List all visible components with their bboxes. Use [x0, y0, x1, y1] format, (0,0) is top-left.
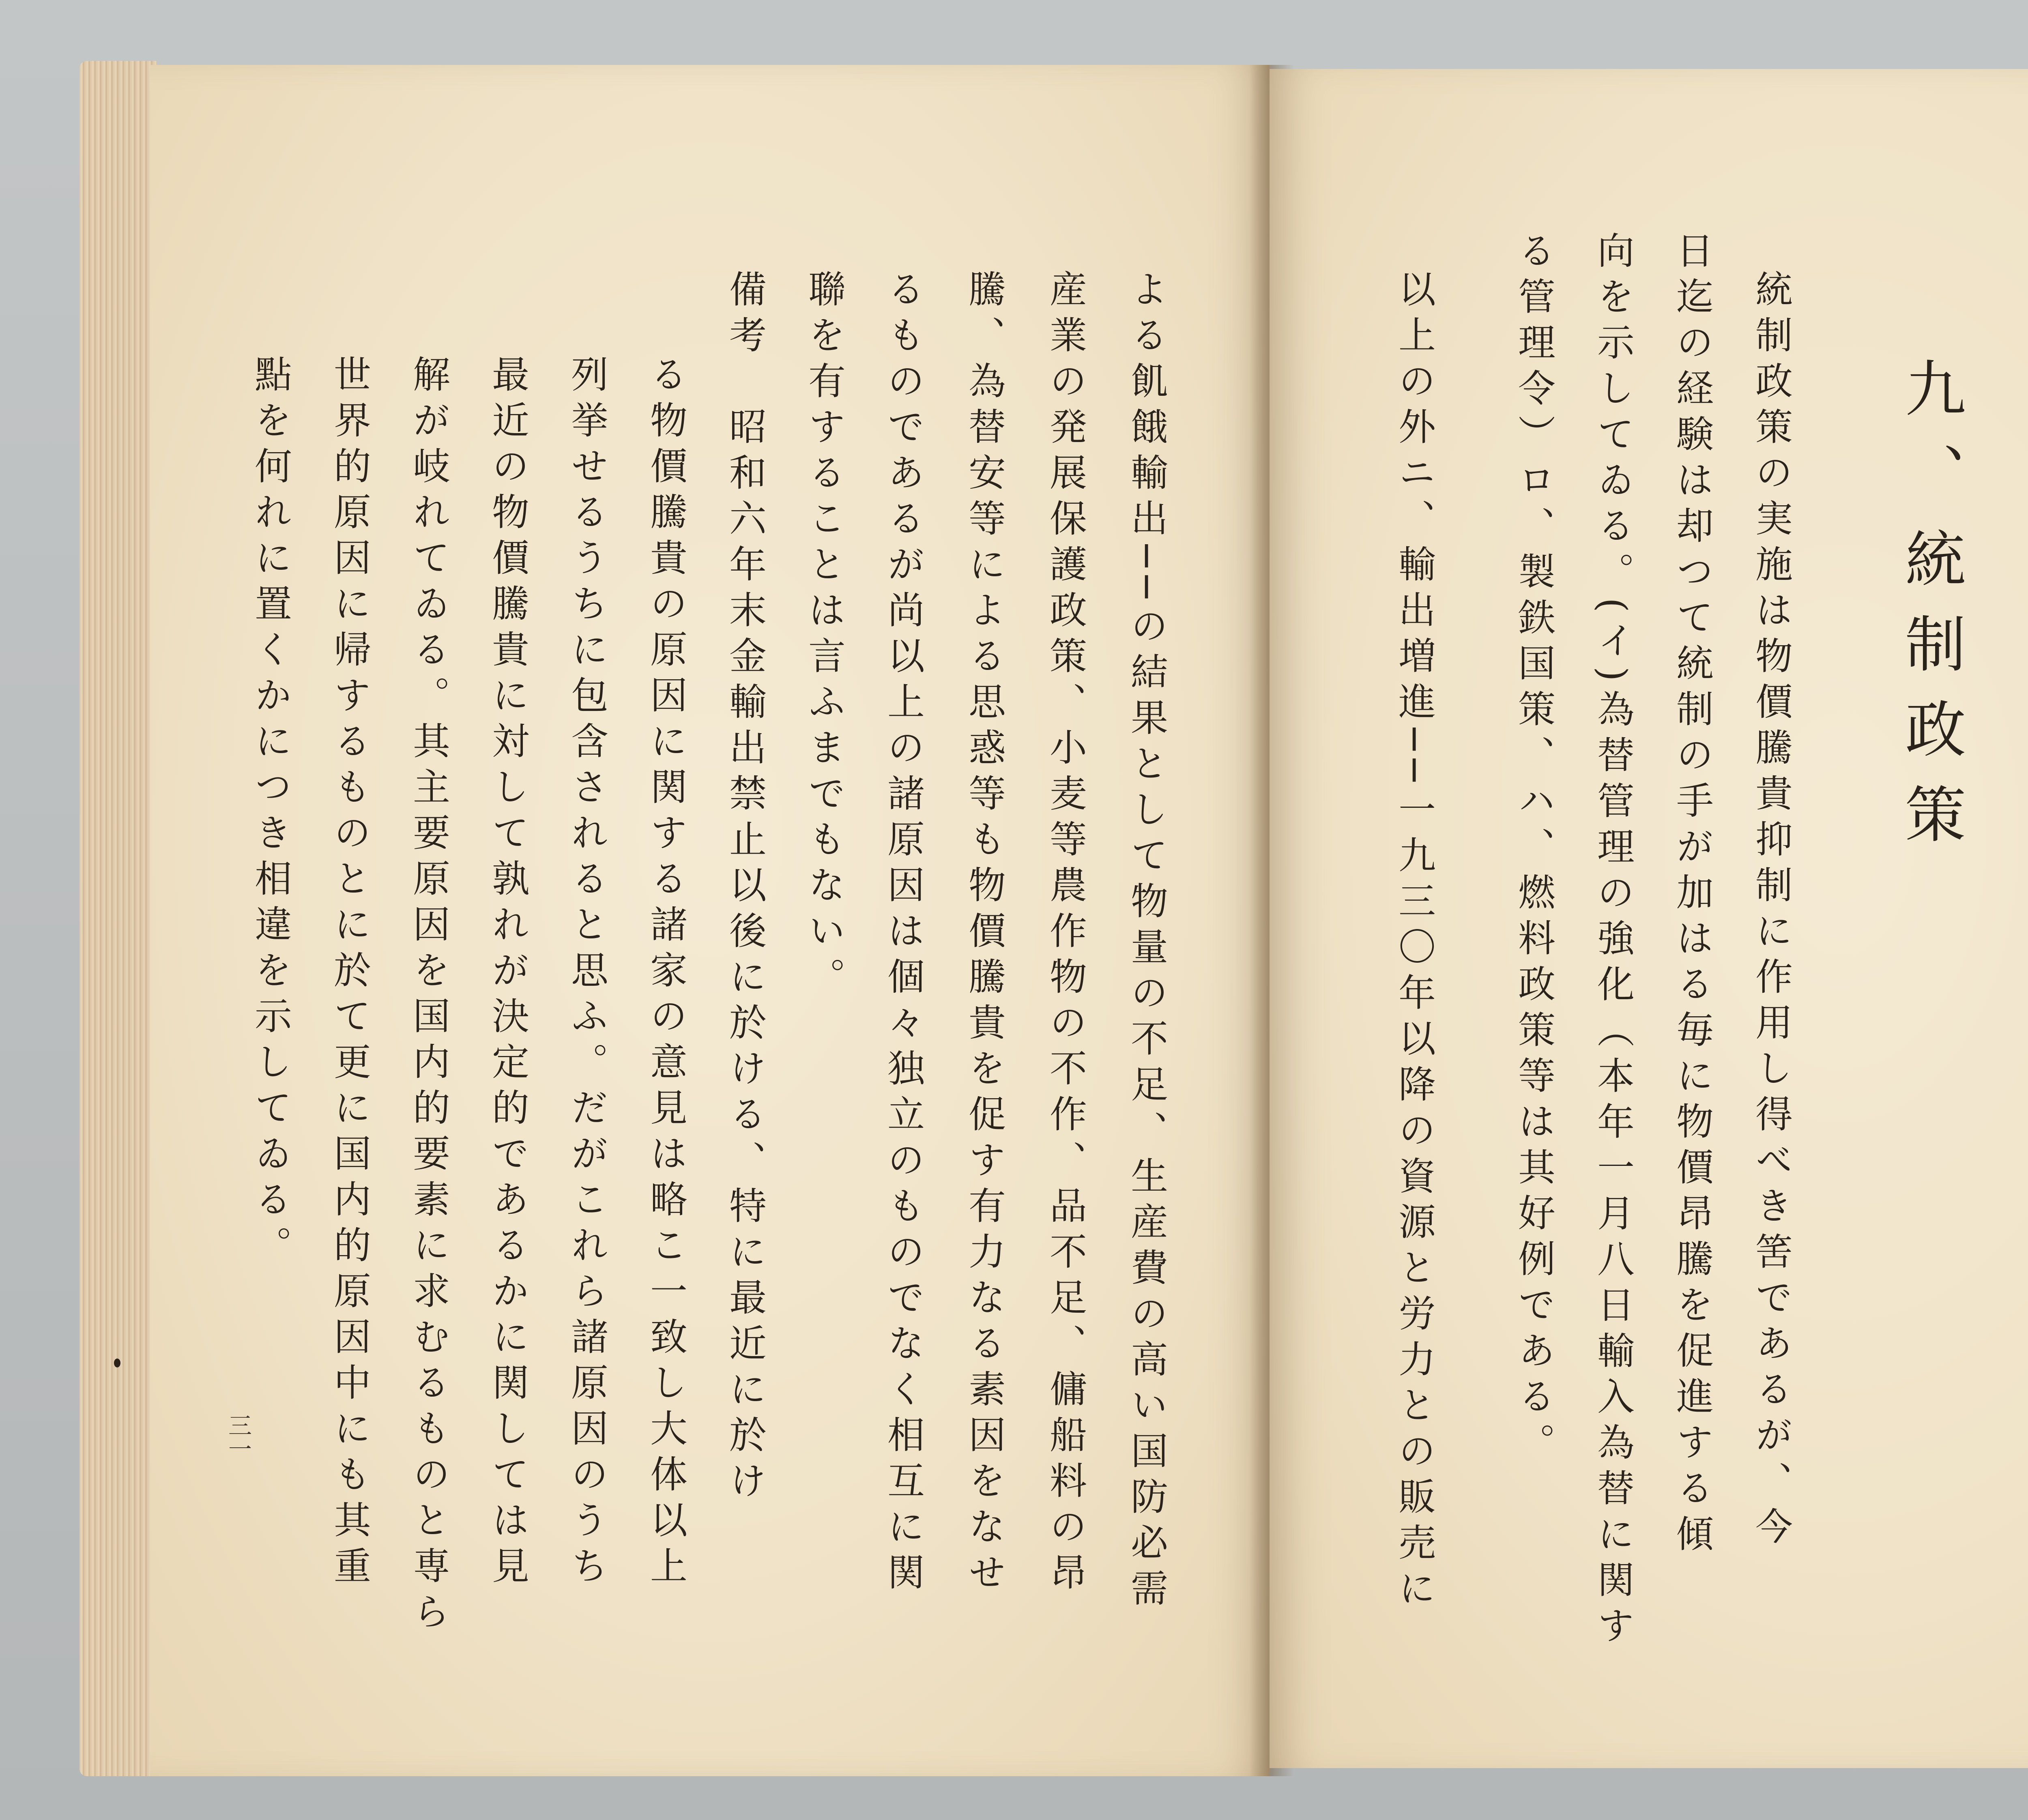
right-line-7: る管理令）ロ、製鉄国策、ハ、燃料政策等は其好例である。	[1512, 231, 1555, 1468]
left-line-5: 聯を有することは言ふまでもない。	[802, 270, 846, 1003]
left-line-9: 最近の物價騰貴に対して孰れが決定的であるかに関しては見	[486, 355, 529, 1592]
left-page-edges	[79, 61, 157, 1776]
left-line-10: 解が岐れてゐる。其主要原因を国内的要素に求むるものと専ら	[407, 355, 450, 1638]
right-line-8: 以上の外ニ、輸出増進──一九三〇年以降の資源と労力との販売に	[1392, 270, 1436, 1615]
right-line-4: 統制政策の実施は物價騰貴抑制に作用し得べき筈であるが、今	[1749, 270, 1793, 1553]
right-line-5: 日迄の経験は却つて統制の手が加はる毎に物價昂騰を促進する傾	[1670, 231, 1714, 1560]
left-line-7: る物價騰貴の原因に関する諸家の意見は略こ一致し大体以上	[644, 355, 687, 1592]
left-line-3: 騰、為替安等による思惑等も物價騰貴を促す有力なる素因をなせ	[962, 270, 1006, 1599]
right-line-6: 向を示してゐる。(イ)為替管理の強化（本年一月八日輸入為替に関す	[1591, 231, 1635, 1652]
left-line-6: 備考 昭和六年末金輸出禁止以後に於ける、特に最近に於け	[723, 270, 767, 1507]
section-heading: 九、統制政策	[1895, 357, 1965, 868]
left-line-2: 産業の発展保護政策、小麦等農作物の不作、品不足、傭船料の昂	[1044, 270, 1087, 1599]
left-line-12: 點を何れに置くかにつき相違を示してゐる。	[249, 355, 292, 1271]
left-line-8: 列挙せるうちに包含されると思ふ。だがこれら諸原因のうち	[565, 355, 608, 1592]
left-page	[150, 65, 1270, 1776]
left-line-4: るものであるが尚以上の諸原因は個々独立のものでなく相互に関	[881, 270, 925, 1599]
left-page-number: 三一	[224, 1413, 252, 1460]
left-line-11: 世界的原因に帰するものとに於て更に国内的原因中にも其重	[328, 355, 371, 1592]
binding-hole	[114, 1359, 120, 1367]
left-line-1: よる飢餓輸出──の結果として物量の不足、生産費の高い国防必需	[1125, 270, 1168, 1615]
right-page	[1270, 69, 2028, 1768]
